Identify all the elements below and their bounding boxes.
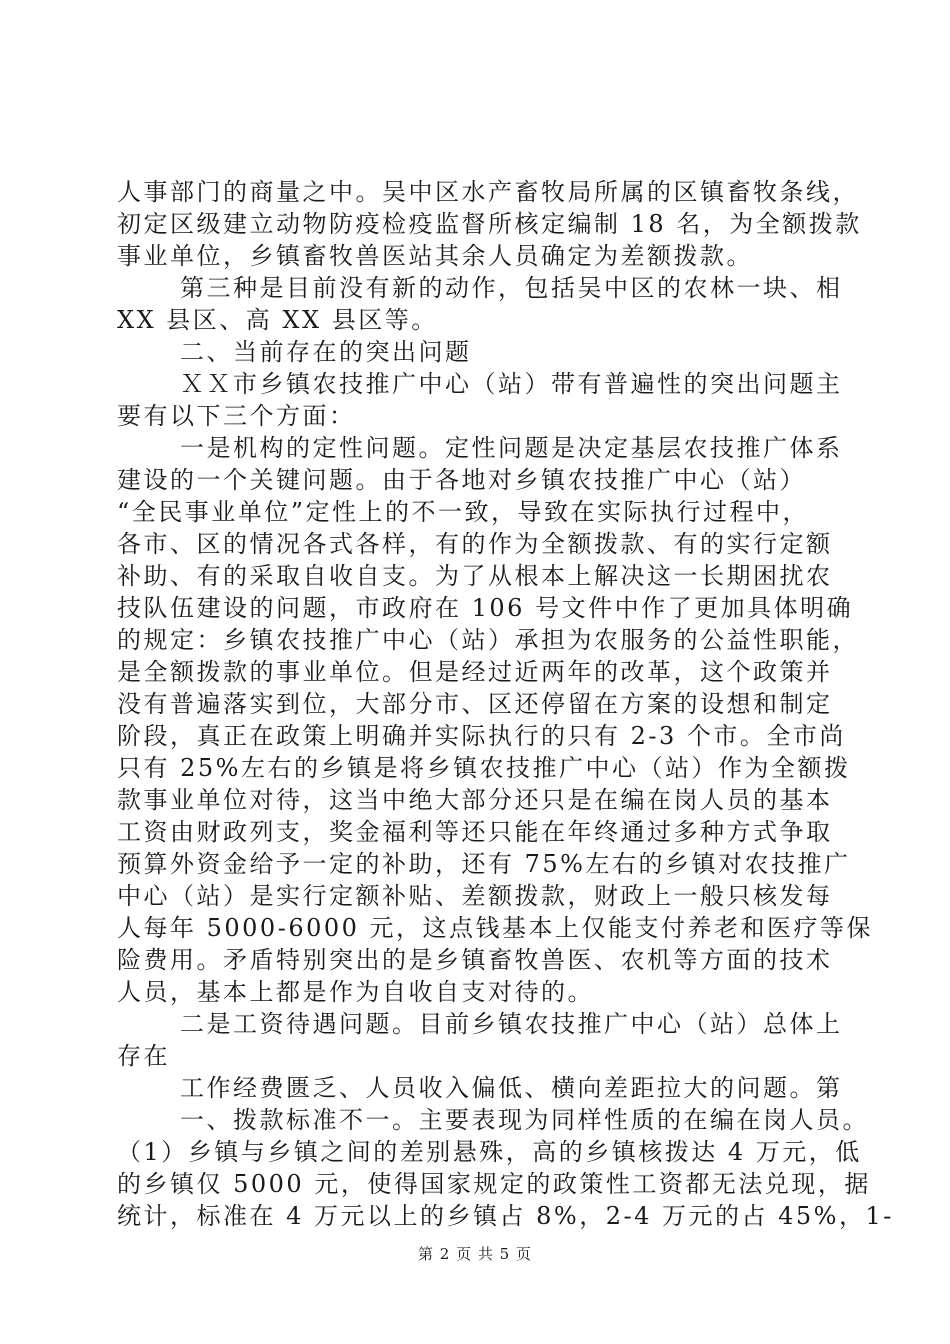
text-line: 事业单位，乡镇畜牧兽医站其余人员确定为差额拨款。 [117,242,753,270]
text-line: 一、拨款标准不一。主要表现为同样性质的在编在岗人员。 [180,1106,869,1134]
text-line: 人每年 5000-6000 元，这点钱基本上仅能支付养老和医疗等保 [117,914,874,942]
text-line: 一是机构的定性问题。定性问题是决定基层农技推广体系 [180,434,843,462]
text-line: 工作经费匮乏、人员收入偏低、横向差距拉大的问题。第 [180,1074,843,1102]
text-line: 人员，基本上都是作为自收自支对待的。 [117,978,594,1006]
text-line: “全民事业单位”定性上的不一致，导致在实际执行过程中， [117,498,810,526]
text-line: 存在 [117,1042,170,1070]
page-number-footer: 第 2 页 共 5 页 [418,1245,532,1263]
text-line: 中心（站）是实行定额补贴、差额拨款，财政上一般只核发每 [117,882,833,910]
text-line: （1）乡镇与乡镇之间的差别悬殊，高的乡镇核拨达 4 万元，低 [117,1138,862,1166]
text-line: 各市、区的情况各式各样，有的作为全额拨款、有的实行定额 [117,530,833,558]
text-line: 工资由财政列支，奖金福利等还只能在年终通过多种方式争取 [117,818,833,846]
text-line: 统计，标准在 4 万元以上的乡镇占 8%，2-4 万元的占 45%，1- [117,1202,894,1230]
text-line: 人事部门的商量之中。吴中区水产畜牧局所属的区镇畜牧条线， [117,178,859,206]
text-line: 的规定：乡镇农技推广中心（站）承担为农服务的公益性职能， [117,626,859,654]
text-line: 补助、有的采取自收自支。为了从根本上解决这一长期困扰农 [117,562,833,590]
text-line: 预算外资金给予一定的补助，还有 75%左右的乡镇对农技推广 [117,850,851,878]
text-line: 技队伍建设的问题，市政府在 106 号文件中作了更加具体明确 [117,594,854,622]
text-line: 第三种是目前没有新的动作，包括吴中区的农林一块、相 [180,274,843,302]
text-line: 建设的一个关键问题。由于各地对乡镇农技推广中心（站） [117,466,806,494]
section-heading: 二、当前存在的突出问题 [180,338,472,366]
text-line: XX 县区、高 XX 县区等。 [117,306,438,334]
text-line: 二是工资待遇问题。目前乡镇农技推广中心（站）总体上 [180,1010,843,1038]
text-line: 初定区级建立动物防疫检疫监督所核定编制 18 名，为全额拨款 [117,210,862,238]
text-line: 是全额拨款的事业单位。但是经过近两年的改革，这个政策并 [117,658,833,686]
text-line: 只有 25%左右的乡镇是将乡镇农技推广中心（站）作为全额拨 [117,754,851,782]
text-line: 没有普遍落实到位，大部分市、区还停留在方案的设想和制定 [117,690,833,718]
text-line: 款事业单位对待，这当中绝大部分还只是在编在岗人员的基本 [117,786,833,814]
text-line: 的乡镇仅 5000 元，使得国家规定的政策性工资都无法兑现，据 [117,1170,871,1198]
text-line: 险费用。矛盾特别突出的是乡镇畜牧兽医、农机等方面的技术 [117,946,833,974]
text-line: 要有以下三个方面： [117,402,356,430]
text-line: ＸＸ市乡镇农技推广中心（站）带有普遍性的突出问题主 [180,370,843,398]
text-line: 阶段，真正在政策上明确并实际执行的只有 2-3 个市。全市尚 [117,722,846,750]
